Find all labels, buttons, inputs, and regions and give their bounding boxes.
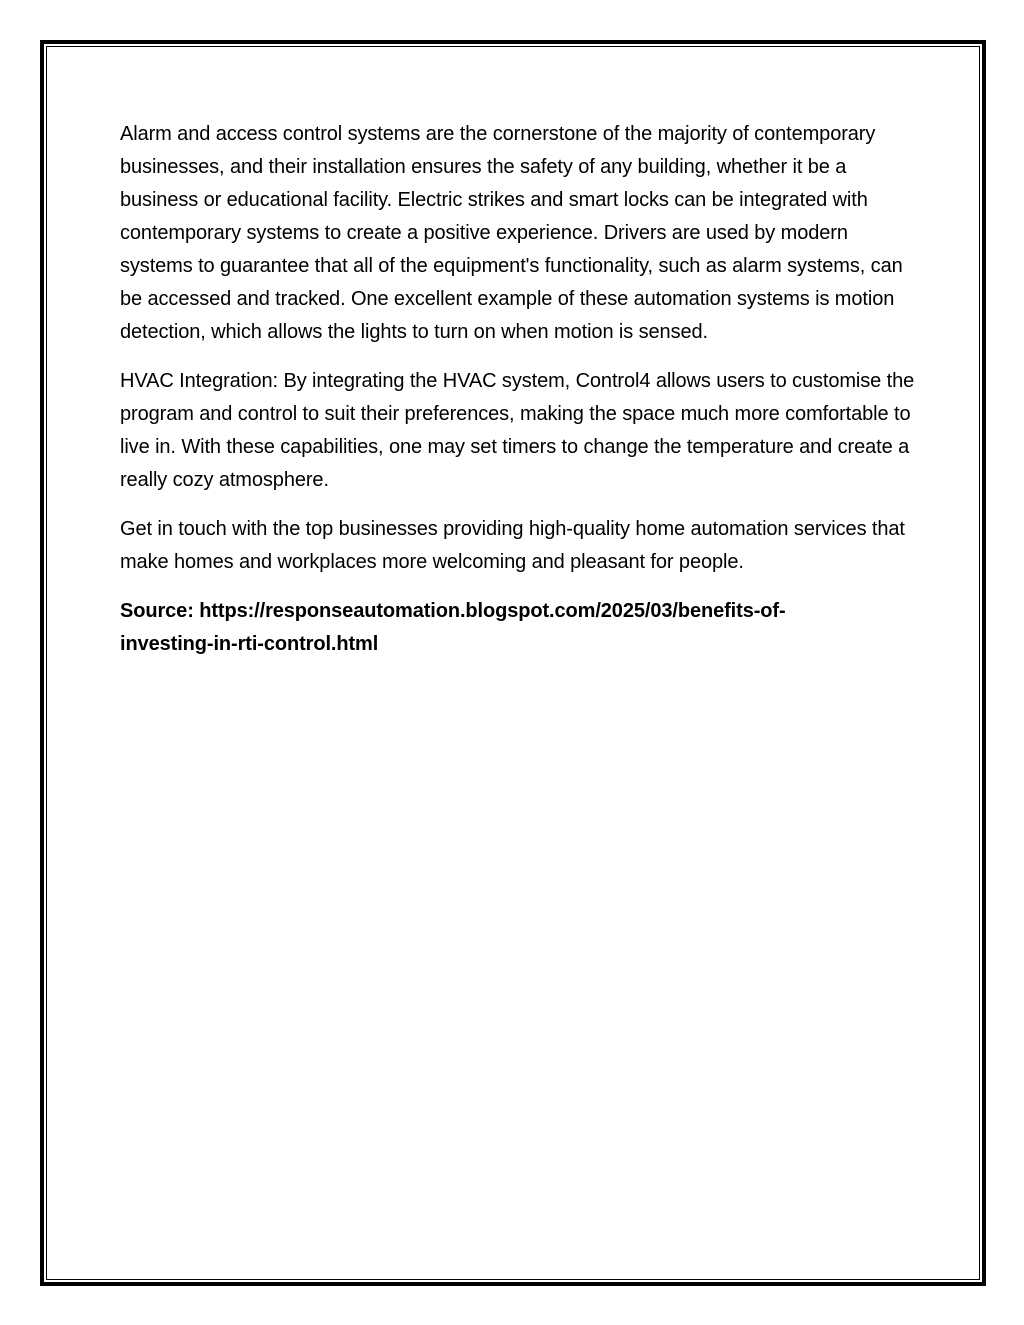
source-line-1: Source: https://responseautomation.blogspot.com/2025/03/benefits-of-	[120, 600, 786, 622]
source-citation	[120, 595, 920, 661]
paragraph-access-control: Alarm and access control systems are the cornerstone of the majority of contemporary businesses, and their installation ensures the safety of any building, whether it be a business or educational facility. Electric strikes and smart locks can be integrated with contemporary systems to create a positive experience. Drivers are used by modern systems to guarantee that all of the equipment's functionality, such as alarm systems, can be accessed and tracked. One excellent example of these automation systems is motion detection, which allows the lights to turn on when motion is sensed.	[120, 123, 903, 343]
document-body	[120, 118, 920, 661]
paragraph-get-in-touch: Get in touch with the top businesses providing high-quality home automation services that make homes and workplaces more welcoming and pleasant for people.	[120, 518, 905, 573]
paragraph-hvac-integration: HVAC Integration: By integrating the HVAC system, Control4 allows users to customise the program and control to suit their preferences, making the space much more comfortable to live in. With these capabilities, one may set timers to change the temperature and create a really cozy atmosphere.	[120, 370, 915, 491]
source-line-2: investing-in-rti-control.html	[120, 633, 379, 655]
